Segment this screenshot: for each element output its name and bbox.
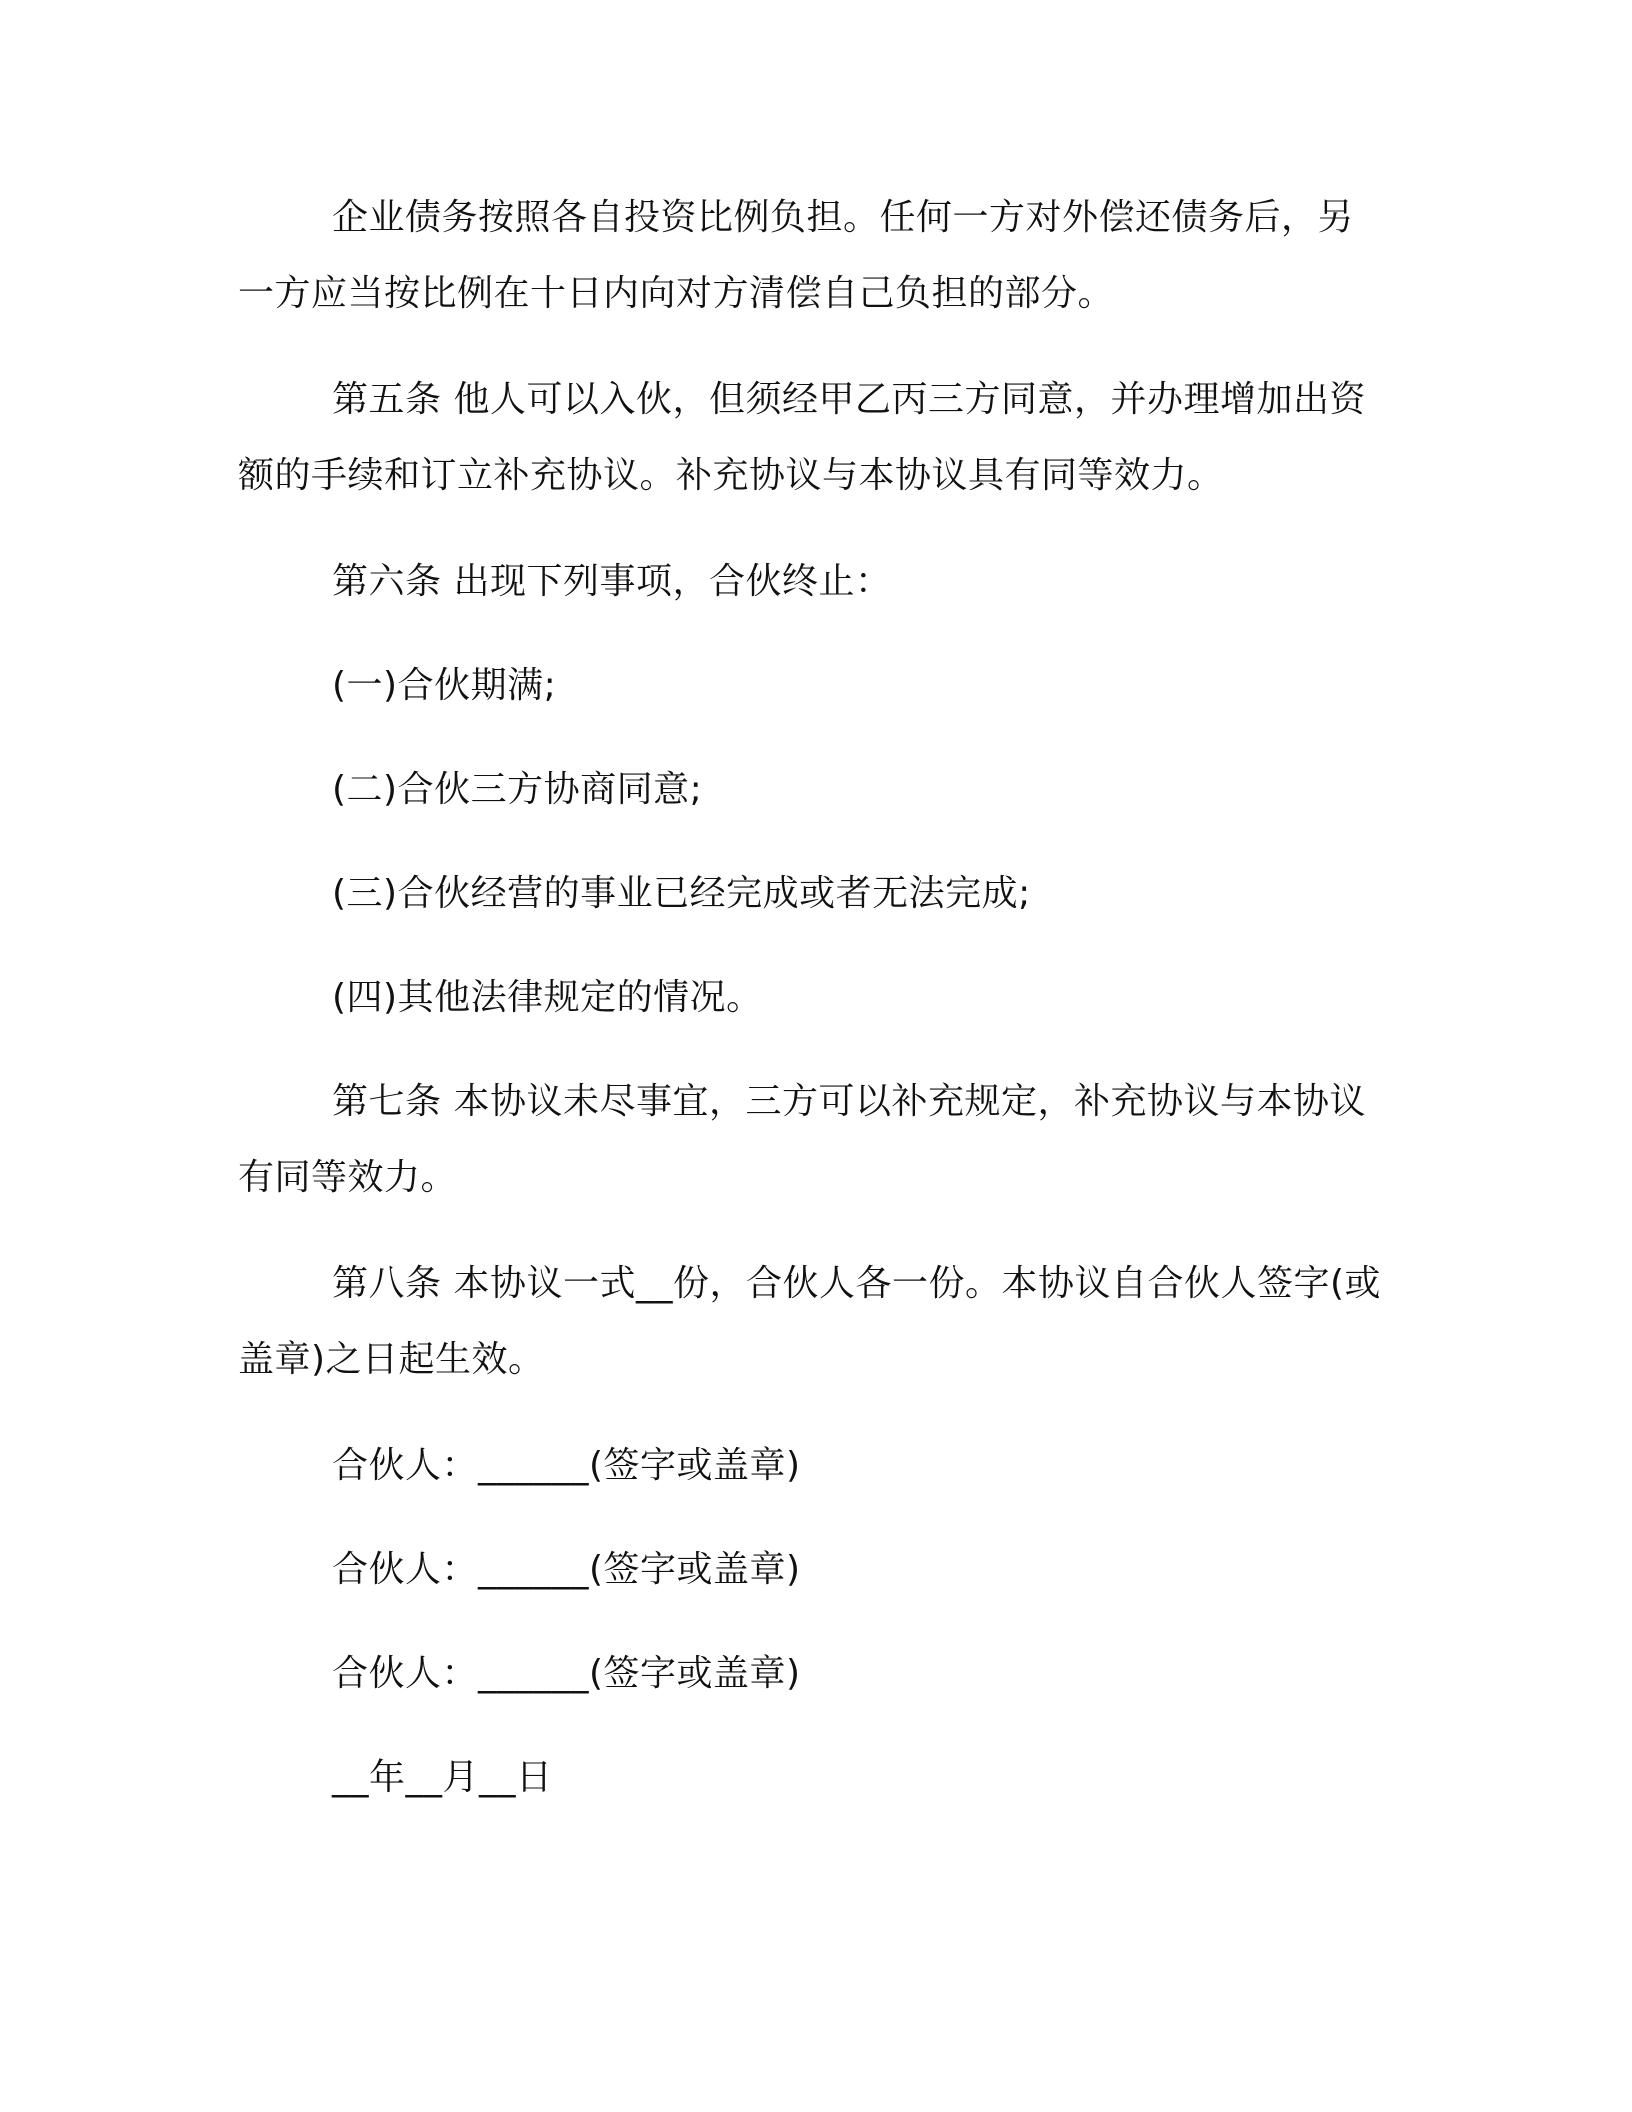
paragraph-article-6 (238, 544, 1384, 620)
list-item-3 (238, 856, 1384, 932)
paragraph-text: 第七条 本协议未尽事宜，三方可以补充规定，补充协议与本协议有同等效力。 (238, 1081, 1366, 1198)
paragraph-text: 第八条 本协议一式__份，合伙人各一份。本协议自合伙人签字(或盖章)之日起生效。 (238, 1263, 1381, 1380)
list-item-4 (238, 960, 1384, 1036)
paragraph-text: 合伙人：______(签字或盖章) (332, 1549, 801, 1590)
list-item-2 (238, 752, 1384, 828)
signature-line-1 (238, 1428, 1384, 1504)
paragraph-debt-sharing (238, 180, 1384, 332)
paragraph-text: __年__月__日 (332, 1757, 553, 1798)
paragraph-article-8 (238, 1246, 1384, 1398)
paragraph-article-5 (238, 362, 1384, 514)
paragraph-text: 合伙人：______(签字或盖章) (332, 1445, 801, 1486)
paragraph-text: (一)合伙期满; (332, 665, 557, 706)
paragraph-text: (二)合伙三方协商同意; (332, 769, 703, 810)
paragraph-text: 第六条 出现下列事项，合伙终止： (332, 561, 892, 602)
list-item-1 (238, 648, 1384, 724)
paragraph-text: (三)合伙经营的事业已经完成或者无法完成; (332, 873, 1031, 914)
signature-line-2 (238, 1532, 1384, 1608)
paragraph-text: 第五条 他人可以入伙，但须经甲乙丙三方同意，并办理增加出资额的手续和订立补充协议。补充协议与本协议具有同等效力。 (238, 379, 1366, 496)
signature-line-3 (238, 1636, 1384, 1712)
date-line (238, 1740, 1384, 1816)
paragraph-text: 企业债务按照各自投资比例负担。任何一方对外偿还债务后，另一方应当按比例在十日内向对方清偿自己负担的部分。 (238, 197, 1355, 314)
paragraph-text: 合伙人：______(签字或盖章) (332, 1653, 801, 1694)
paragraph-text: (四)其他法律规定的情况。 (332, 977, 763, 1018)
paragraph-article-7 (238, 1064, 1384, 1216)
